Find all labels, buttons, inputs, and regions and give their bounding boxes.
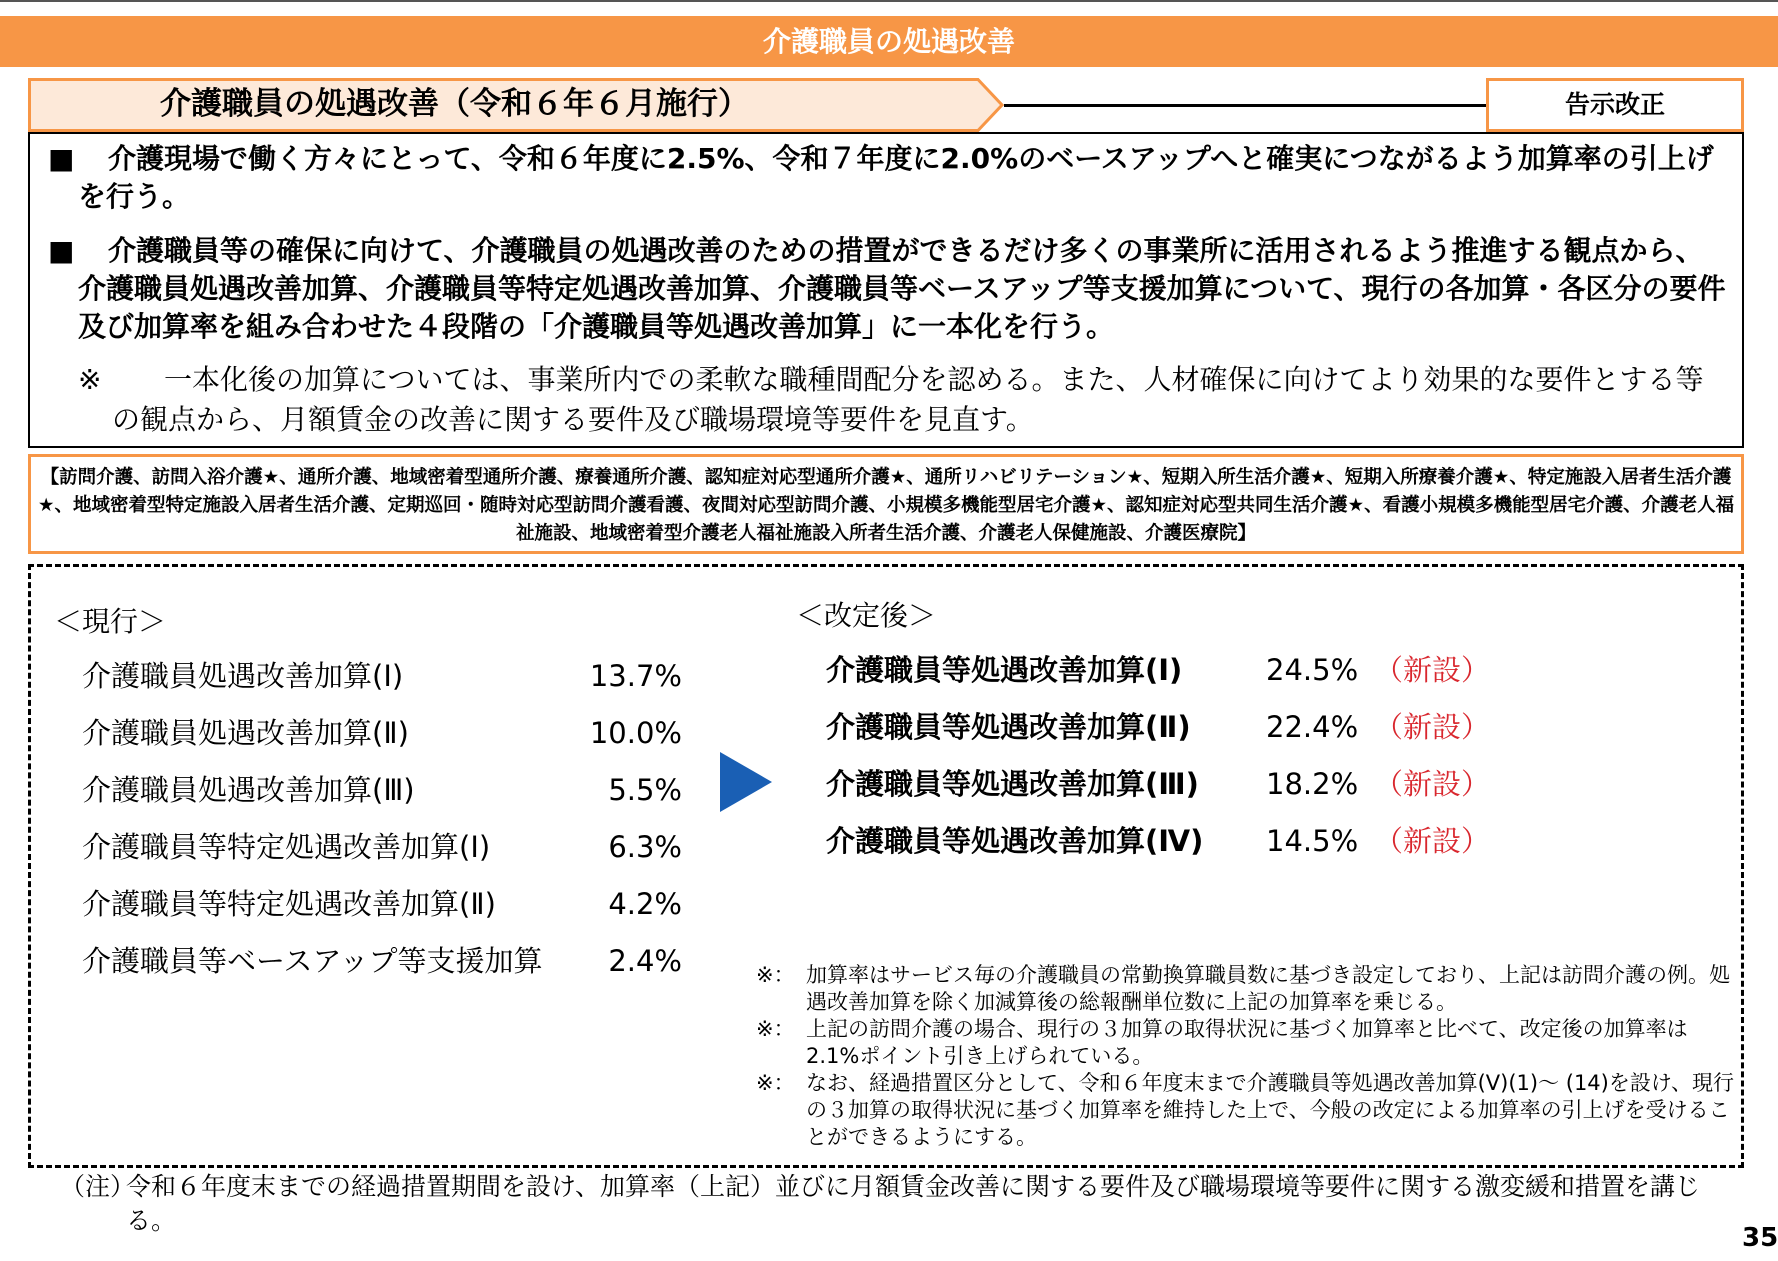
current-item [82, 713, 682, 770]
note-text: 上記の訪問介護の場合、現行の３加算の取得状況に基づく加算率と比べて、改定後の加算率は2.1%ポイント引き上げられている。 [806, 1017, 1688, 1068]
note-text: 加算率はサービス毎の介護職員の常勤換算職員数に基づき設定しており、上記は訪問介護の例。処遇改善加算を除く加減算後の総報酬単位数に上記の加算率を乗じる。 [806, 963, 1730, 1014]
new-badge: （新設） [1374, 824, 1491, 858]
revised-item-name: 介護職員等処遇改善加算(Ⅳ) [826, 824, 1204, 858]
current-item-name: 介護職員処遇改善加算(Ⅱ) [82, 716, 409, 750]
rate-note [756, 962, 1736, 1016]
footnote-text: 令和６年度末までの経過措置期間を設け、加算率（上記）並びに月額賃金改善に関する要件及び職場環境等要件に関する激変緩和措置を講じる。 [126, 1172, 1701, 1235]
current-item-rate: 13.7% [589, 659, 682, 693]
rate-notes [756, 962, 1736, 1151]
bullet-square-icon: ■ [48, 142, 75, 175]
current-item-rate: 4.2% [608, 887, 682, 921]
revised-item [826, 707, 1526, 764]
current-item-rate: 2.4% [608, 944, 682, 978]
current-item [82, 884, 682, 941]
current-item-name: 介護職員等特定処遇改善加算(Ⅱ) [82, 887, 496, 921]
revised-item-rate: 14.5% [1266, 824, 1359, 858]
revised-label: ＜改定後＞ [796, 599, 937, 632]
title-connector-line [1004, 104, 1486, 107]
new-badge: （新設） [1374, 710, 1491, 744]
note-text: 一本化後の加算については、事業所内での柔軟な職種間配分を認める。また、人材確保に向けてより効果的な要件とする等の観点から、月額賃金の改善に関する要件及び職場環境等要件を見直す。 [112, 363, 1704, 436]
current-item [82, 941, 682, 998]
current-item-name: 介護職員等特定処遇改善加算(Ⅰ) [82, 830, 491, 864]
arrow-right-icon [720, 752, 772, 812]
current-list [82, 656, 682, 998]
footnote [60, 1170, 1740, 1238]
new-badge: （新設） [1374, 767, 1491, 801]
bullet-text: 介護職員等の確保に向けて、介護職員の処遇改善のための措置ができるだけ多くの事業所に活用されるよう推進する観点から、介護職員処遇改善加算、介護職員等特定処遇改善加算、介護職員等ベースアップ等支援加算について、現行の各加算・各区分の要件及び加算率を組み合わせた４段階の「介護職員等処遇改善加算」に一本化を行う。 [78, 234, 1726, 343]
revised-list [826, 650, 1526, 878]
page-banner: 介護職員の処遇改善 [0, 16, 1778, 67]
current-item-name: 介護職員処遇改善加算(Ⅲ) [82, 773, 415, 807]
note-mark: ※ [78, 363, 102, 396]
summary-note [78, 360, 1718, 440]
revised-item-rate: 22.4% [1266, 710, 1359, 744]
top-rule [0, 0, 1778, 2]
note-text: なお、経過措置区分として、令和６年度末まで介護職員等処遇改善加算(Ⅴ)(1)～ (14)を設け、現行の３加算の取得状況に基づく加算率を維持した上で、今般の改定による加算率の引上げを受けることができるようにする。 [806, 1071, 1735, 1149]
revised-item-name: 介護職員等処遇改善加算(Ⅲ) [826, 767, 1199, 801]
footnote-mark: （注） [60, 1172, 136, 1201]
revised-item-rate: 18.2% [1266, 767, 1359, 801]
current-item-name: 介護職員処遇改善加算(Ⅰ) [82, 659, 404, 693]
current-item-rate: 10.0% [589, 716, 682, 750]
current-item [82, 656, 682, 713]
note-mark: ※： [756, 963, 795, 987]
revised-item-rate: 24.5% [1266, 653, 1359, 687]
revised-item [826, 821, 1526, 878]
notice-badge: 告示改正 [1486, 78, 1744, 132]
rate-note [756, 1070, 1736, 1151]
page-number: 35 [1742, 1223, 1778, 1253]
bullet-text: 介護現場で働く方々にとって、令和６年度に2.5%、令和７年度に2.0%のベースアップへと確実につながるよう加算率の引上げを行う。 [78, 142, 1714, 213]
revised-item [826, 764, 1526, 821]
rate-note [756, 1016, 1736, 1070]
section-title: 介護職員の処遇改善（令和６年６月施行） [160, 86, 749, 122]
target-services-box: 【訪問介護、訪問入浴介護★、通所介護、地域密着型通所介護、療養通所介護、認知症対応型通所介護★、通所リハビリテーション★、短期入所生活介護★、短期入所療養介護★、特定施設入居者生活介護★、地域密着型特定施設入居者生活介護、定期巡回・随時対応型訪問介護看護、夜間対応型訪問介護、小規模多機能型居宅介護★、認知症対応型共同生活介護★、看護小規模多機能型居宅介護、介護老人福祉施設、地域密着型介護老人福祉施設入所者生活介護、介護老人保健施設、介護医療院】 [28, 454, 1744, 554]
revised-item [826, 650, 1526, 707]
revised-item-name: 介護職員等処遇改善加算(Ⅱ) [826, 710, 1191, 744]
revised-item-name: 介護職員等処遇改善加算(Ⅰ) [826, 653, 1183, 687]
current-item-name: 介護職員等ベースアップ等支援加算 [82, 944, 543, 978]
bullet-item [48, 140, 1728, 216]
bullet-square-icon: ■ [48, 234, 75, 267]
bullet-item [48, 232, 1728, 346]
current-item [82, 827, 682, 884]
current-item-rate: 6.3% [608, 830, 682, 864]
current-label: ＜現行＞ [54, 605, 167, 638]
current-item [82, 770, 682, 827]
note-mark: ※： [756, 1017, 795, 1041]
current-item-rate: 5.5% [608, 773, 682, 807]
note-mark: ※： [756, 1071, 795, 1095]
new-badge: （新設） [1374, 653, 1491, 687]
